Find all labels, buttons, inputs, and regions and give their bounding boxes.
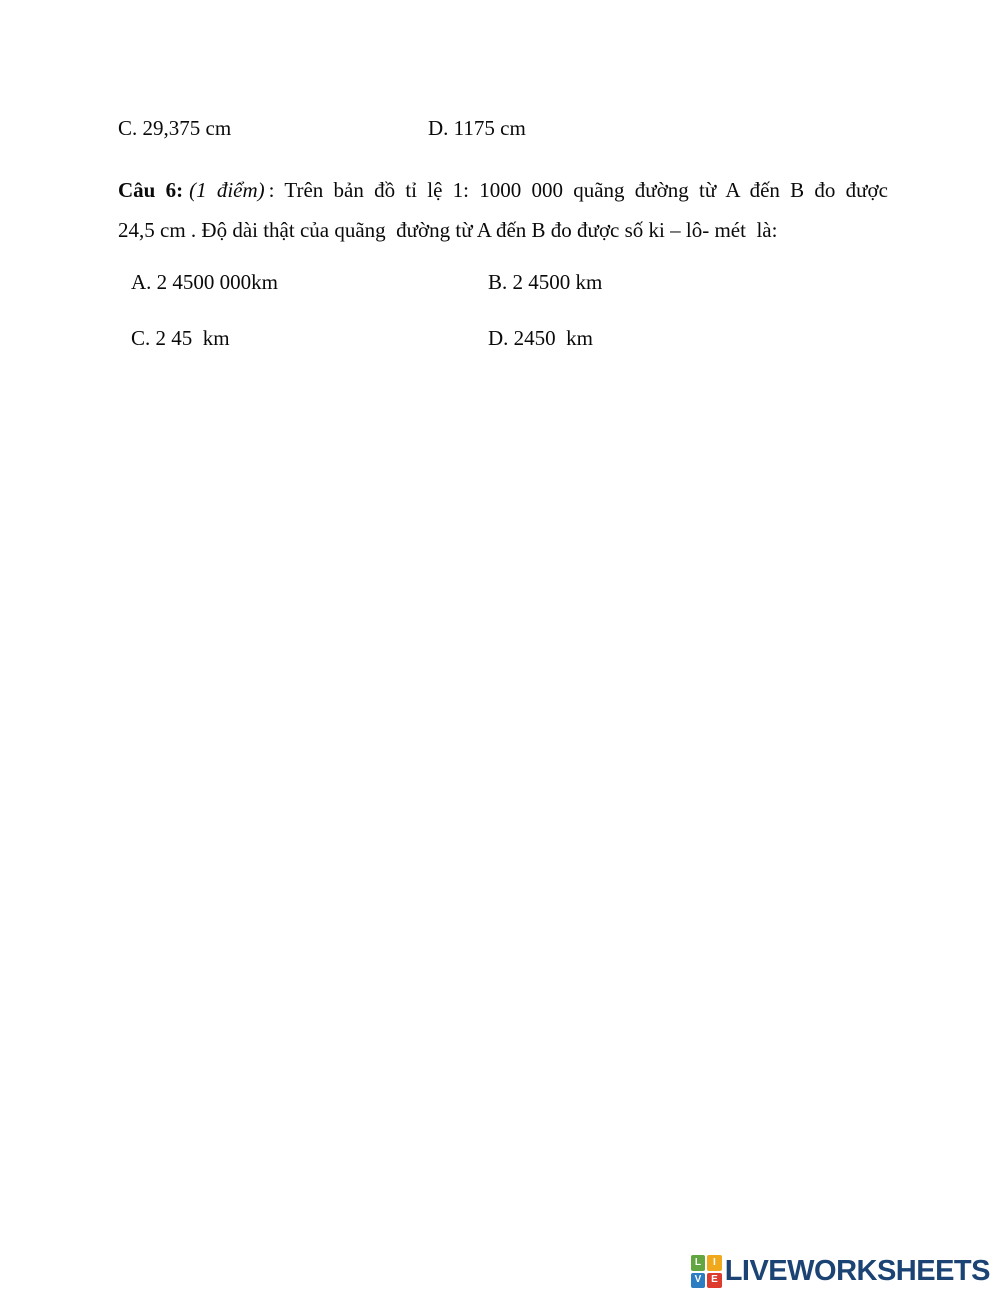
liveworksheets-wordmark: LIVEWORKSHEETS [724, 1255, 990, 1287]
liveworksheets-logo[interactable] [691, 1255, 990, 1288]
answer-option-b[interactable]: B. 2 4500 km [488, 270, 603, 294]
previous-question-options-row [118, 114, 888, 142]
liveworksheets-logo-icon [691, 1255, 722, 1288]
answer-option-c[interactable]: C. 2 45 km [131, 326, 230, 350]
question-6-block [118, 170, 888, 250]
logo-tile-v: V [691, 1273, 706, 1289]
options-row-ab [131, 268, 891, 296]
logo-tile-i: I [707, 1255, 722, 1271]
answer-option-a[interactable]: A. 2 4500 000km [131, 270, 278, 294]
question-points: (1 điểm) [189, 178, 265, 202]
answer-option-d-prev[interactable]: D. 1175 cm [428, 116, 526, 140]
question-number: Câu 6: [118, 178, 184, 202]
question-6-line2: 24,5 cm . Độ dài thật của quãng đường từ A đến B đo được số ki – lô- mét là: [118, 218, 778, 242]
question-text-line1: : Trên bản đồ tỉ lệ 1: 1000 000 quãng đường từ A đến B đo được [268, 178, 888, 202]
question-6-line1 [118, 170, 888, 210]
logo-tile-l: L [691, 1255, 706, 1271]
answer-option-d[interactable]: D. 2450 km [488, 326, 593, 350]
answer-option-c-prev[interactable]: C. 29,375 cm [118, 116, 232, 140]
options-row-cd [131, 324, 891, 352]
logo-tile-e: E [707, 1273, 722, 1289]
